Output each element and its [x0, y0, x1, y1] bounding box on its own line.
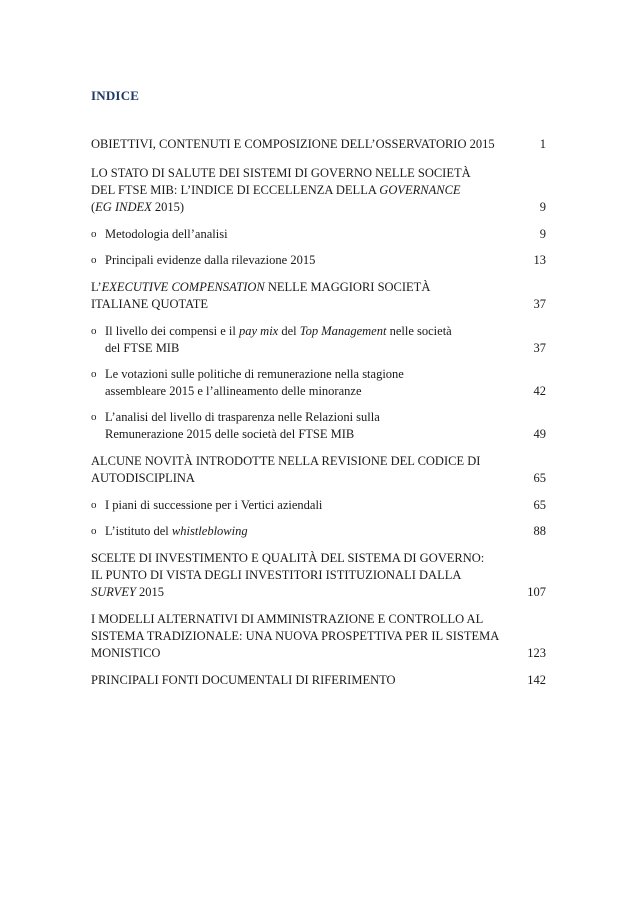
toc-line: L’analisi del livello di trasparenza nelle Relazioni sulla	[105, 410, 380, 424]
toc-entry-title	[91, 611, 546, 662]
toc-page-number: 49	[533, 427, 546, 441]
toc-entry-title: Principali evidenze dalla rilevazione 2015	[105, 253, 316, 267]
toc-page-number: 13	[533, 253, 546, 267]
bullet-icon: o	[91, 499, 97, 511]
bullet-icon: o	[91, 368, 97, 380]
toc-line: (	[91, 200, 96, 214]
toc-subentry[interactable]	[91, 226, 546, 243]
toc-entry-title	[91, 279, 546, 313]
toc-line: SISTEMA TRADIZIONALE: UNA NUOVA PROSPETTIVA PER IL SISTEMA	[91, 629, 500, 643]
toc-line: AUTODISCIPLINA	[91, 471, 195, 485]
toc-entry-title: OBIETTIVI, CONTENUTI E COMPOSIZIONE DELL’OSSERVATORIO 2015	[91, 137, 495, 151]
toc-line: 2015)	[151, 200, 185, 214]
toc-line: LO STATO DI SALUTE DEI SISTEMI DI GOVERNO NELLE SOCIETÀ	[91, 166, 471, 180]
toc-line-italic: pay mix	[239, 324, 279, 338]
toc-entry[interactable]	[91, 136, 546, 153]
bullet-icon: o	[91, 228, 97, 240]
toc-entry[interactable]	[91, 165, 546, 216]
table-of-contents	[91, 136, 546, 689]
toc-line: nelle società	[386, 324, 452, 338]
toc-entry-title	[91, 523, 546, 540]
toc-page-number: 42	[533, 384, 546, 398]
toc-entry[interactable]	[91, 672, 546, 689]
toc-subentry[interactable]	[91, 497, 546, 514]
toc-page-number: 107	[527, 585, 546, 599]
toc-page-number: 142	[527, 673, 546, 687]
toc-entry-title	[91, 409, 546, 443]
toc-entry[interactable]	[91, 453, 546, 487]
toc-page-number: 123	[527, 646, 546, 660]
toc-page-number: 37	[533, 297, 546, 311]
toc-page-number: 65	[533, 498, 546, 512]
toc-entry-title	[91, 453, 546, 487]
toc-line: 2015	[135, 585, 165, 599]
toc-line: ALCUNE NOVITÀ INTRODOTTE NELLA REVISIONE DEL CODICE DI	[91, 454, 481, 468]
bullet-icon: o	[91, 325, 97, 337]
toc-line: IL PUNTO DI VISTA DEGLI INVESTITORI ISTITUZIONALI DALLA	[91, 568, 462, 582]
toc-entry-title: Metodologia dell’analisi	[105, 227, 228, 241]
page-title: INDICE	[91, 88, 140, 103]
toc-line-italic: whistleblowing	[171, 524, 248, 538]
toc-entry[interactable]	[91, 550, 546, 601]
toc-entry-title: I piani di successione per i Vertici aziendali	[105, 498, 323, 512]
toc-entry-title	[91, 165, 546, 216]
toc-subentry[interactable]	[91, 252, 546, 269]
toc-line: assembleare 2015 e l’allineamento delle minoranze	[105, 384, 362, 398]
toc-line-italic: SURVEY	[91, 585, 136, 599]
toc-line: L’istituto del	[105, 524, 172, 538]
toc-entry[interactable]	[91, 611, 546, 662]
toc-subentry[interactable]	[91, 523, 546, 540]
toc-entry-title	[91, 323, 546, 357]
toc-page-number: 9	[539, 227, 546, 241]
toc-page-number: 37	[533, 341, 546, 355]
toc-page-number: 9	[539, 200, 546, 214]
toc-line-italic: GOVERNANCE	[379, 183, 461, 197]
toc-entry-title: PRINCIPALI FONTI DOCUMENTALI DI RIFERIMENTO	[91, 673, 396, 687]
toc-line: Le votazioni sulle politiche di remunerazione nella stagione	[105, 367, 404, 381]
toc-page-number: 88	[533, 524, 546, 538]
bullet-icon: o	[91, 525, 97, 537]
toc-subentry[interactable]	[91, 409, 546, 443]
toc-page-number: 1	[539, 137, 546, 151]
toc-entry-title	[91, 550, 546, 601]
toc-subentry[interactable]	[91, 323, 546, 357]
toc-subentry[interactable]	[91, 366, 546, 400]
toc-line: MONISTICO	[91, 646, 161, 660]
toc-line: Remunerazione 2015 delle società del FTSE MIB	[105, 427, 355, 441]
toc-entry[interactable]	[91, 279, 546, 313]
bullet-icon: o	[91, 411, 97, 423]
toc-line: DEL FTSE MIB: L’INDICE DI ECCELLENZA DELLA	[91, 183, 380, 197]
toc-line: I MODELLI ALTERNATIVI DI AMMINISTRAZIONE E CONTROLLO AL	[91, 612, 484, 626]
toc-line: ITALIANE QUOTATE	[91, 297, 209, 311]
bullet-icon: o	[91, 254, 97, 266]
toc-line: del	[278, 324, 300, 338]
toc-line: SCELTE DI INVESTIMENTO E QUALITÀ DEL SISTEMA DI GOVERNO:	[91, 551, 485, 565]
toc-line-italic: EXECUTIVE COMPENSATION	[101, 280, 265, 294]
toc-line-italic: EG INDEX	[95, 200, 152, 214]
toc-line: NELLE MAGGIORI SOCIETÀ	[264, 280, 431, 294]
toc-line-italic: Top Management	[299, 324, 387, 338]
toc-line: Il livello dei compensi e il	[105, 324, 239, 338]
toc-entry-title	[91, 366, 546, 400]
toc-line: del FTSE MIB	[105, 341, 180, 355]
toc-line: L’	[91, 280, 102, 294]
toc-page-number: 65	[533, 471, 546, 485]
